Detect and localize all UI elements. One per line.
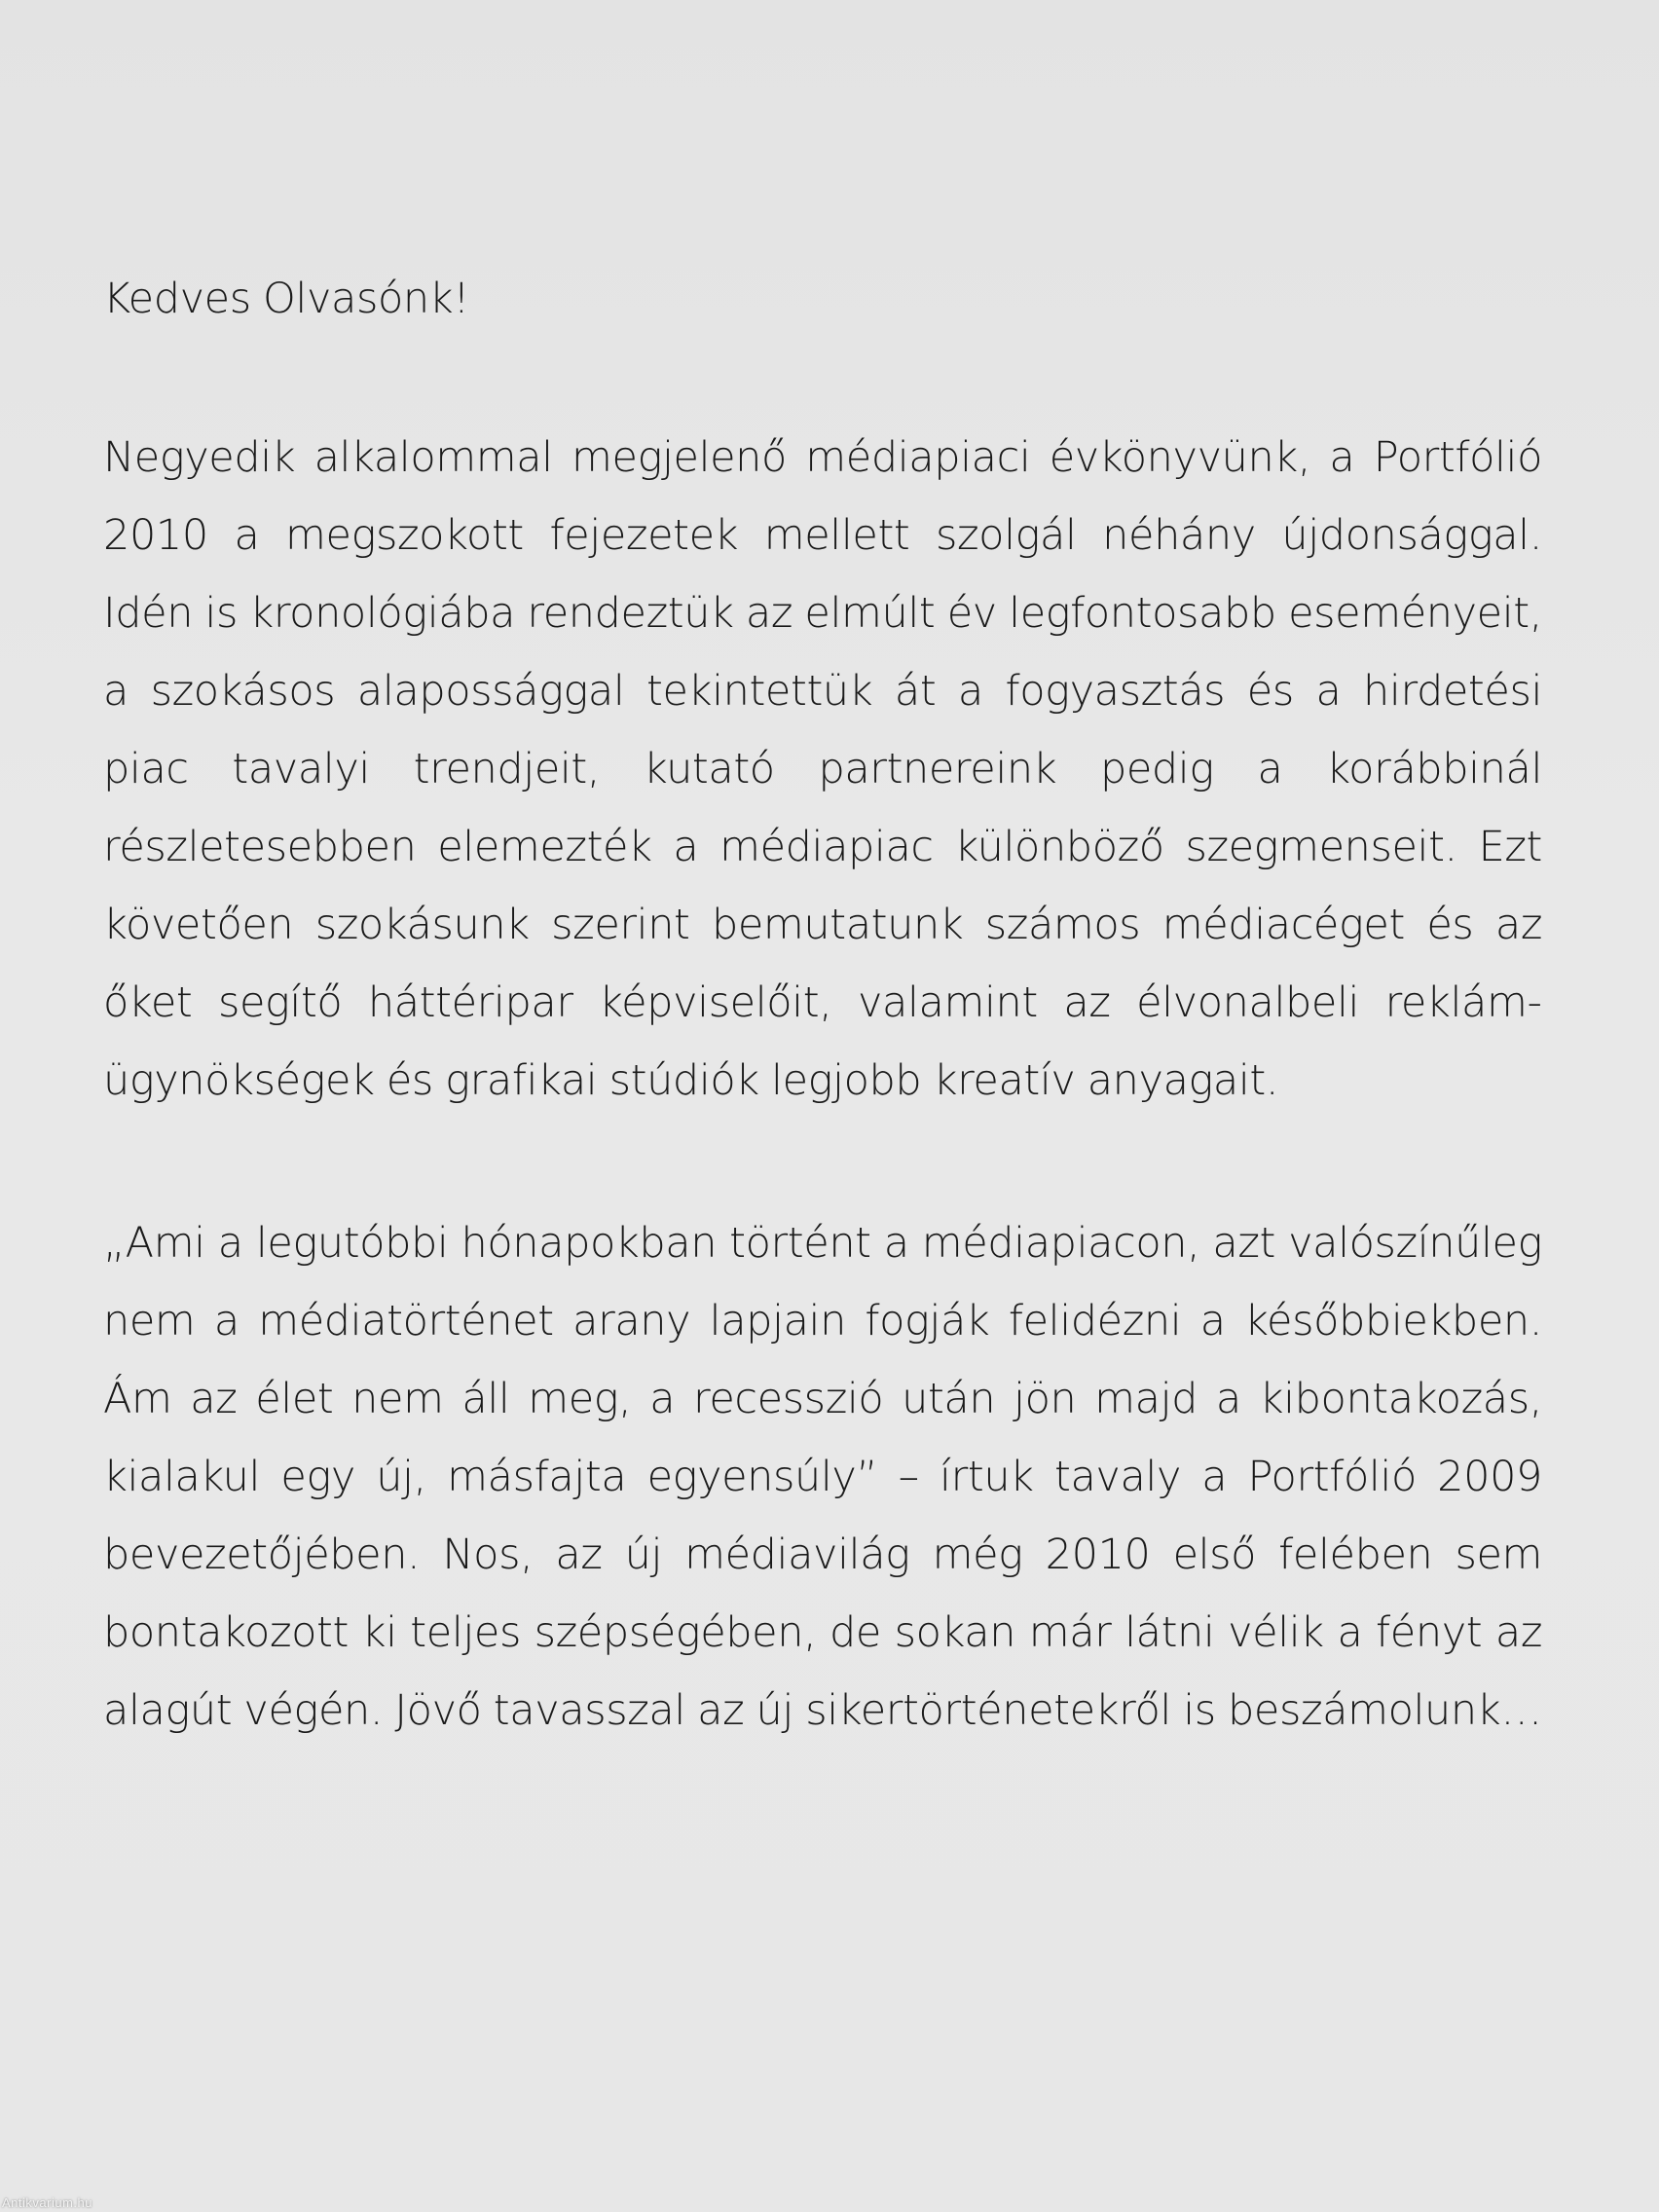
- paragraph-intro: Negyedik alkalommal megjelenő médiapiaci évkönyvünk, a Portfólió 2010 a megszokott fejezetek mellett szolgál néhány újdonsággal. Idén is kronológiába rendeztük az elmúlt év legfontosabb eseményeit, a szokásos alapossággal tekintettük át a fogyasztás és a hirdetési piac tavalyi trendjeit, kutató partnereink pedig a korábbinál részletesebben elemezték a médiapiac különböző szegmenseit. Ezt követően szokásunk szerint bemutatunk számos médiacéget és az őket segítő háttéripar képviselőit, valamint az élvonalbeli reklámügynökségek és grafikai stúdiók legjobb kreatív anyagait.: [103, 433, 1542, 1105]
- source-watermark: Antikvarium.hu: [2, 2195, 92, 2210]
- paragraph-quote: „Ami a legutóbbi hónapokban történt a médiapiacon, azt valószínűleg nem a médiatörténet arany lapjain fogják felidézni a későbbiekben. Ám az élet nem áll meg, a recesszió után jön majd a kibontakozás, kialakul egy új, másfajta egyensúly” – írtuk tavaly a Portfólió 2009 bevezetőjében. Nos, az új médiavilág még 2010 első felében sem bontakozott ki teljes szépségében, de sokan már látni vélik a fényt az alagút végén. Jövő tavasszal az új sikertörténetekről is beszámolunk…: [103, 1219, 1542, 1735]
- salutation: Kedves Olvasónk!: [103, 275, 470, 323]
